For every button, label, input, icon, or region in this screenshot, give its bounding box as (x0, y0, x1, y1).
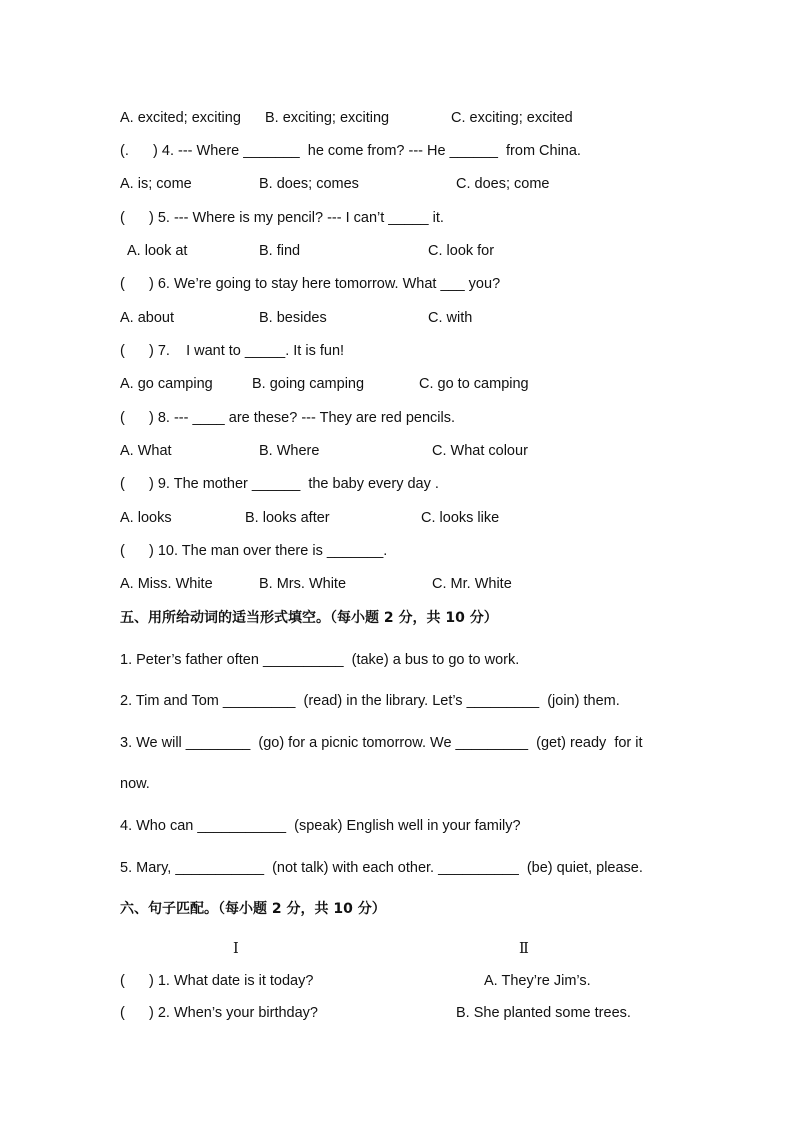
q5-option-c: C. look for (428, 243, 495, 259)
q8-stem: ( ) 8. --- ____ are these? --- They are red pencils. (120, 410, 455, 426)
q5-option-a: A. look at (127, 243, 188, 259)
q9-option-c: C. looks like (421, 510, 500, 526)
q7-stem: ( ) 7. I want to _____. It is fun! (120, 343, 345, 359)
q4-option-b: B. does; comes (259, 176, 359, 192)
section5-item-4: 4. Who can ___________ (speak) English well in your family? (120, 818, 521, 834)
q6-option-c: C. with (428, 310, 473, 326)
q10-option-b: B. Mrs. White (259, 576, 347, 592)
q10-stem: ( ) 10. The man over there is _______. (120, 543, 388, 559)
q4-option-a: A. is; come (120, 176, 192, 192)
section5-item-2: 2. Tim and Tom _________ (read) in the library. Let’s _________ (join) them. (120, 693, 620, 709)
match-question-1: ( ) 1. What date is it today? (120, 973, 314, 989)
q6-stem: ( ) 6. We’re going to stay here tomorrow. What ___ you? (120, 276, 501, 292)
q7-option-a: A. go camping (120, 376, 213, 392)
q8-option-c: C. What colour (432, 443, 528, 459)
q4-option-c: C. does; come (456, 176, 550, 192)
q10-option-a: A. Miss. White (120, 576, 213, 592)
q6-option-b: B. besides (259, 310, 327, 326)
q7-option-b: B. going camping (252, 376, 365, 392)
section5-heading: 五、用所给动词的适当形式填空。（每小题 2 分，共 10 分） (120, 610, 498, 626)
q8-option-a: A. What (120, 443, 172, 459)
column-1-header: Ⅰ (233, 941, 239, 957)
q5-stem: ( ) 5. --- Where is my pencil? --- I can’t _____ it. (120, 210, 444, 226)
q6-option-a: A. about (120, 310, 175, 326)
section5-item-3: 3. We will ________ (go) for a picnic tomorrow. We _________ (get) ready for it (120, 735, 643, 751)
match-answer-b: B. She planted some trees. (456, 1005, 631, 1021)
q3-option-a: A. excited; exciting (120, 110, 241, 126)
column-2-header: Ⅱ (519, 941, 529, 957)
q9-option-b: B. looks after (245, 510, 330, 526)
q7-option-c: C. go to camping (419, 376, 529, 392)
q10-option-c: C. Mr. White (432, 576, 512, 592)
section5-item-3-continued: now. (120, 776, 150, 792)
q3-option-c: C. exciting; excited (451, 110, 573, 126)
q5-option-b: B. find (259, 243, 301, 259)
match-question-2: ( ) 2. When’s your birthday? (120, 1005, 318, 1021)
q8-option-b: B. Where (259, 443, 320, 459)
section6-heading: 六、句子匹配。（每小题 2 分，共 10 分） (120, 901, 386, 917)
q9-option-a: A. looks (120, 510, 172, 526)
q9-stem: ( ) 9. The mother ______ the baby every day . (120, 476, 439, 492)
section5-item-5: 5. Mary, ___________ (not talk) with each other. __________ (be) quiet, please. (120, 860, 643, 876)
q3-option-b: B. exciting; exciting (265, 110, 390, 126)
match-answer-a: A. They’re Jim’s. (484, 973, 591, 989)
section5-item-1: 1. Peter’s father often __________ (take) a bus to go to work. (120, 652, 520, 668)
q4-stem: (. ) 4. --- Where _______ he come from? --- He ______ from China. (120, 143, 581, 159)
